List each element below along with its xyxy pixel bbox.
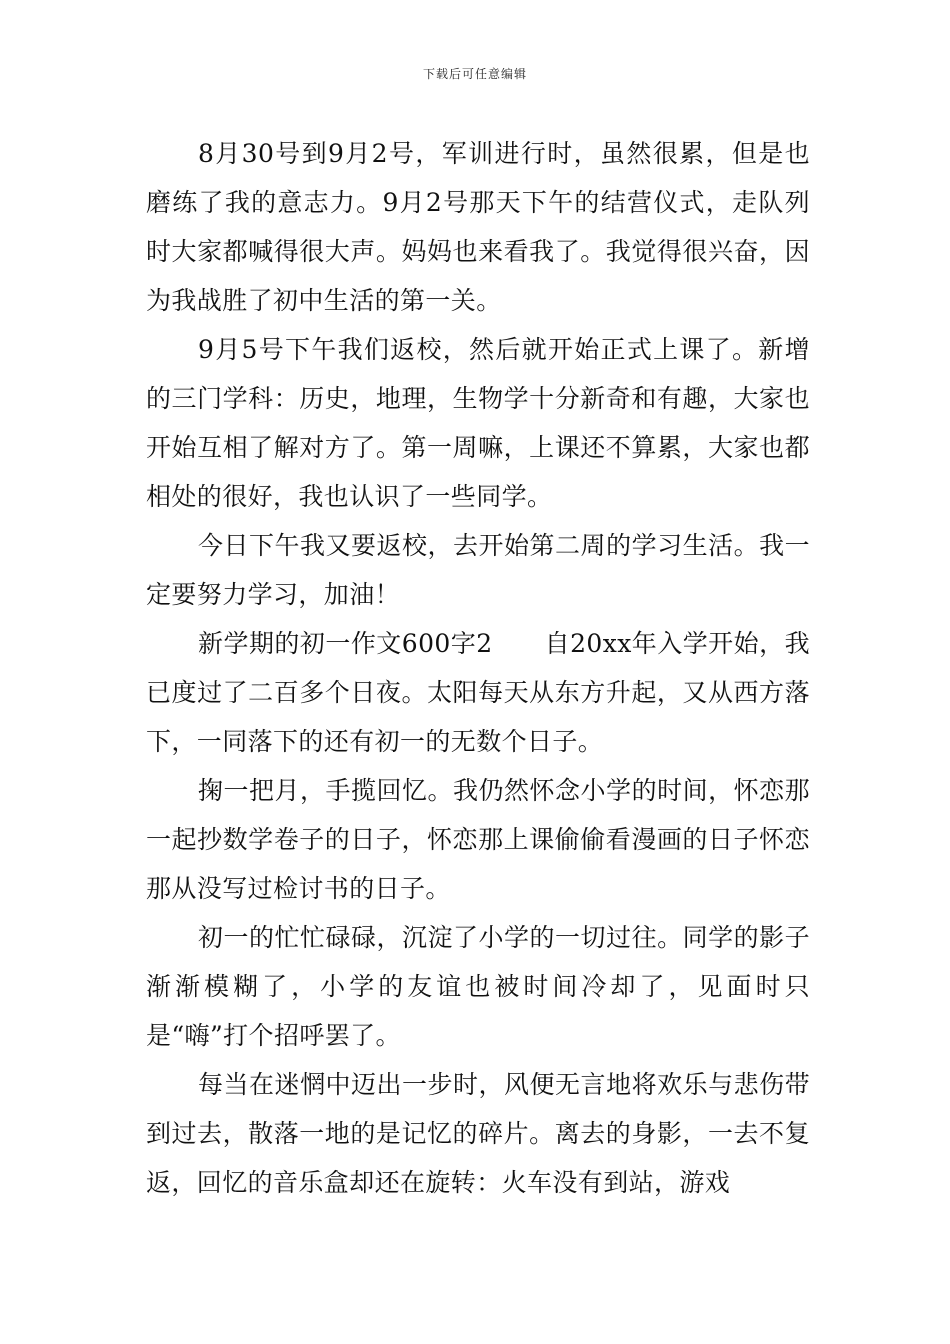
page-header-note: 下载后可任意编辑 [422, 67, 527, 81]
document-body [146, 129, 810, 1207]
paragraph-school-return: 9月5号下午我们返校，然后就开始正式上课了。新增的三门学科：历史，地理，生物学十分新奇和有趣，大家也开始互相了解对方了。第一周嘛，上课还不算累，大家也都相处的很好，我也认识了一些同学。 [146, 335, 810, 511]
paragraph-second-week: 今日下午我又要返校，去开始第二周的学习生活。我一定要努力学习，加油！ [146, 531, 810, 609]
essay-title: 新学期的初一作文600字2 [198, 629, 493, 658]
paragraph-busy-life: 初一的忙忙碌碌，沉淀了小学的一切过往。同学的影子渐渐模糊了，小学的友谊也被时间冷却了，见面时只是“嗨”打个招呼罢了。 [146, 923, 810, 1050]
paragraph-essay-start [146, 619, 810, 766]
paragraph-military-training: 8月30号到9月2号，军训进行时，虽然很累，但是也磨练了我的意志力。9月2号那天下午的结营仪式，走队列时大家都喊得很大声。妈妈也来看我了。我觉得很兴奋，因为我战胜了初中生活的第一关。 [146, 139, 810, 315]
essay-text: 自20xx年入学开始，我已度过了二百多个日夜。太阳每天从东方升起，又从西方落下，一同落下的还有初一的无数个日子。 [146, 629, 811, 756]
paragraph-memories: 掬一把月，手揽回忆。我仍然怀念小学的时间，怀恋那一起抄数学卷子的日子，怀恋那上课偷偷看漫画的日子怀恋那从没写过检讨书的日子。 [146, 776, 810, 903]
paragraph-confusion: 每当在迷惘中迈出一步时，风便无言地将欢乐与悲伤带到过去，散落一地的是记忆的碎片。离去的身影，一去不复返，回忆的音乐盒却还在旋转：火车没有到站，游戏 [146, 1070, 810, 1197]
